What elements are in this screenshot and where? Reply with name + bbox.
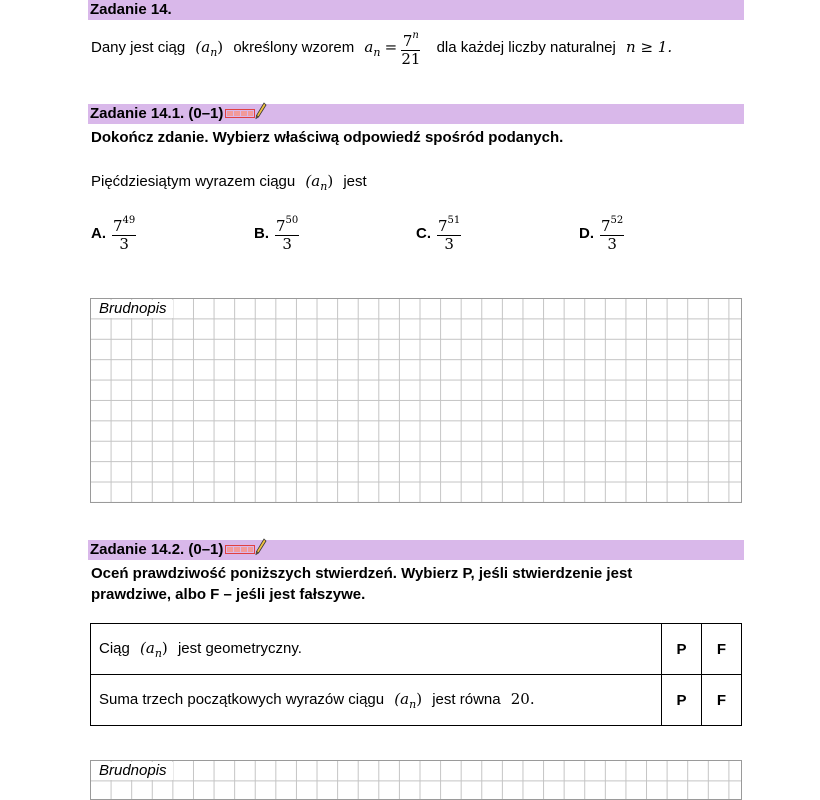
option-c-base: 7: [438, 217, 448, 235]
answer-p-1[interactable]: P: [662, 624, 702, 675]
task-14-2-title: Zadanie 14.2. (0–1): [90, 541, 224, 558]
option-a-den: 3: [119, 235, 129, 253]
formula-lhs: [364, 38, 381, 59]
option-d[interactable]: [579, 214, 624, 253]
seq-sub: n: [210, 46, 218, 59]
question-text-b: jest: [343, 173, 367, 190]
task-14-title: Zadanie 14.: [90, 1, 172, 18]
option-c-den: 3: [444, 235, 454, 253]
task-14-2-instruction-2: prawdziwe, albo F – jeśli jest fałszywe.: [91, 586, 366, 603]
question-seq: [305, 172, 334, 193]
task-14-2-instruction-1: Oceń prawdziwość poniższych stwierdzeń. Wybierz P, jeśli stwierdzenie jest: [91, 565, 633, 582]
question-text-a: Pięćdziesiątym wyrazem ciągu: [91, 173, 296, 190]
formula-lhs-a: a: [364, 38, 374, 56]
task-14-2-title-wrap: [90, 541, 267, 559]
option-a-fraction: [112, 214, 136, 253]
scratchpad-grid-1[interactable]: [90, 298, 742, 503]
option-b-fraction: [275, 214, 299, 253]
option-b-exp: 50: [285, 215, 299, 226]
scratchpad-label: Brudnopis: [92, 300, 173, 318]
option-b-num: [275, 214, 299, 236]
option-a-num: [112, 214, 136, 236]
seq-notation: [195, 38, 224, 59]
option-d-num: [600, 214, 624, 236]
answer-p-2[interactable]: P: [662, 675, 702, 726]
task-14-1-title: Zadanie 14.1. (0–1): [90, 105, 224, 122]
statement-2-seq-open: (a: [394, 689, 410, 708]
option-a-letter: A.: [91, 225, 106, 242]
table-row: [91, 675, 742, 726]
statement-1-seq-sub: n: [154, 646, 162, 660]
option-c-letter: C.: [416, 225, 431, 242]
option-d-base: 7: [601, 217, 611, 235]
option-b-letter: B.: [254, 225, 269, 242]
option-d-letter: D.: [579, 225, 594, 242]
task-14-header: [88, 0, 744, 20]
statement-2-c: 20.: [510, 689, 535, 708]
task-14-1-title-wrap: [90, 105, 267, 123]
option-d-den: 3: [607, 235, 617, 253]
formula-num-base: 7: [402, 31, 413, 50]
task-14-1-question: [91, 172, 367, 193]
task-14-1-instruction: Dokończ zdanie. Wybierz właściwą odpowiedź spośród podanych.: [91, 129, 564, 146]
option-a-exp: 49: [122, 215, 136, 226]
statement-1: [91, 624, 662, 675]
statement-1-seq-close: ): [161, 638, 168, 657]
option-c-fraction: [437, 214, 461, 253]
answer-f-2[interactable]: F: [702, 675, 742, 726]
seq-close: ): [217, 38, 224, 56]
statement-1-a: Ciąg: [99, 639, 130, 657]
question-seq-sub: n: [320, 180, 328, 193]
statement-2-seq-sub: n: [409, 697, 417, 711]
task-14-1-header: [88, 104, 744, 124]
statement-2: [91, 675, 662, 726]
table-row: [91, 624, 742, 675]
statement-2-seq: [394, 689, 423, 711]
true-false-table: [90, 623, 742, 726]
task-14-2-header: [88, 540, 744, 560]
pencil-icon: [255, 538, 267, 556]
pencil-icon: [255, 102, 267, 120]
option-a[interactable]: [91, 214, 136, 253]
intro-condition: n ≥ 1.: [626, 38, 673, 56]
formula-num-exp: n: [412, 29, 419, 41]
statement-2-seq-close: ): [416, 689, 423, 708]
task-14-intro: [91, 28, 672, 72]
intro-text-a: Dany jest ciąg: [91, 39, 186, 56]
statement-1-seq: [140, 638, 168, 660]
question-seq-close: ): [327, 172, 334, 190]
option-c-num: [437, 214, 461, 236]
option-c[interactable]: [416, 214, 461, 253]
formula-numerator: [401, 29, 420, 51]
formula-eq: =: [384, 38, 398, 56]
statement-1-seq-open: (a: [140, 638, 155, 657]
option-b[interactable]: [254, 214, 299, 253]
option-a-base: 7: [113, 217, 123, 235]
option-d-fraction: [600, 214, 624, 253]
seq-open: (a: [195, 38, 211, 56]
answer-f-1[interactable]: F: [702, 624, 742, 675]
intro-text-c: dla każdej liczby naturalnej: [436, 39, 616, 56]
option-d-exp: 52: [610, 215, 624, 226]
question-seq-open: (a: [305, 172, 321, 190]
statement-1-b: jest geometryczny.: [177, 639, 302, 657]
scratchpad-label: Brudnopis: [92, 762, 173, 780]
statement-2-a: Suma trzech początkowych wyrazów ciągu: [99, 690, 385, 708]
option-b-base: 7: [276, 217, 286, 235]
scratchpad-grid-2[interactable]: [90, 760, 742, 800]
option-b-den: 3: [282, 235, 292, 253]
formula-fraction: [401, 29, 420, 68]
intro-text-b: określony wzorem: [233, 39, 355, 56]
points-boxes-icon: [225, 545, 255, 554]
option-c-exp: 51: [447, 215, 461, 226]
formula-denominator: 21: [401, 49, 421, 68]
formula-lhs-sub: n: [373, 46, 381, 59]
statement-2-b: jest równa: [432, 690, 501, 708]
points-boxes-icon: [225, 109, 255, 118]
